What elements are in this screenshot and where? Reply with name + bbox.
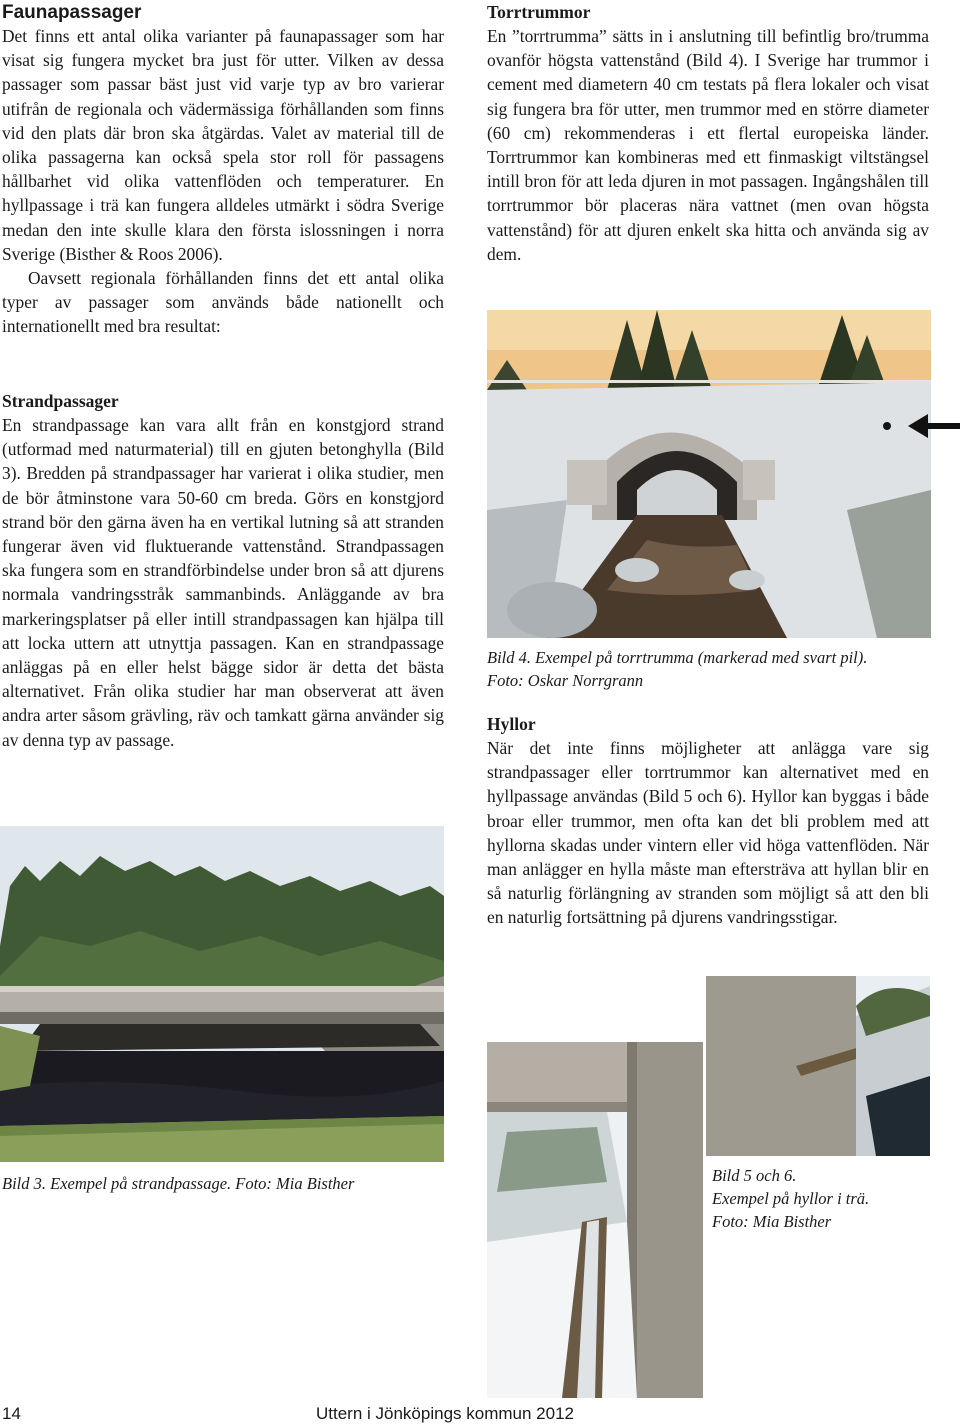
section-faunapassager: [2, 2, 444, 339]
caption-bild-3: Bild 3. Exempel på strandpassage. Foto: Mia Bisther: [2, 1174, 355, 1193]
page-number: 14: [2, 1404, 21, 1423]
publication-title: Uttern i Jönköpings kommun 2012: [316, 1404, 574, 1423]
heading-torrtrummor: Torrtrummor: [487, 2, 591, 22]
caption-bild-4: [487, 646, 867, 692]
paragraph-faunapassager-2: Oavsett regionala förhållanden finns det ett antal olika typer av passager som används både nationellt och internationellt med bra resultat:: [2, 268, 444, 337]
caption-bild-4-line-2: Foto: Oskar Norrgrann: [487, 671, 644, 690]
heading-hyllor: Hyllor: [487, 714, 536, 734]
caption-bild-5-6-line-1: Bild 5 och 6.: [712, 1166, 797, 1185]
section-torrtrummor: [487, 0, 929, 266]
section-strandpassager: [2, 389, 444, 752]
caption-bild-5-6: [712, 1164, 869, 1233]
paragraph-torrtrummor: En ”torrtrumma” sätts in i anslutning till befintlig bro/trumma ovanför högsta vattenstånd (Bild 4). I Sverige har trummor i cement med diametern 40 cm testats på flera lokaler och visat sig fungera bra för utter, men trummor med en större diameter (60 cm) rekommenderas i ett flertal europeiska länder. Torrtrummor kan kombineras med ett finmaskigt viltstängsel intill bron för att leda djuren in mot passagen. Ingångshålen till torrtrummor bör placeras nära vattnet (men ovan högsta vattenstånd) för att djuren enkelt ska hitta och använda sig av dem.: [487, 26, 929, 264]
photo-bild-6-hylla: [706, 976, 930, 1156]
heading-strandpassager: Strandpassager: [2, 391, 119, 411]
caption-bild-5-6-line-3: Foto: Mia Bisther: [712, 1212, 832, 1231]
photo-bild-3-strandpassage: [0, 826, 444, 1162]
paragraph-strandpassager: En strandpassage kan vara allt från en konstgjord strand (utformad med naturmaterial) till en gjuten betonghylla (Bild 3). Bredden på strandpassager har varierat i olika studier, men de bör åtminstone vara 50-60 cm breda. Görs en konstgjord strand bör den gärna även ha en vertikal lutning så att stranden fungerar även vid fluktuerande vattenstånd. Strandpassagen ska fungera som en strandförbindelse under bron så att djurens normala vandringsstråk sammanbinds. Anläggande av bra markeringsplatser på eller intill strandpassagen kan hjälpa till att locka uttern att utnyttja passagen. Kan en strandpassage anläggas på en eller helst bägge sidor är detta det bästa alternativet. Från olika studier har man observerat att även andra arter såsom grävling, räv och tamkatt gärna använder sig av denna typ av passage.: [2, 415, 444, 750]
photo-bild-4-torrtrumma: [487, 310, 931, 638]
photo-bild-5-hylla: [487, 1042, 703, 1398]
heading-faunapassager: Faunapassager: [2, 2, 142, 23]
paragraph-faunapassager-1: Det finns ett antal olika varianter på faunapassager som har visat sig fungera mycket bra just för utter. Vilken av dessa passager som passar bäst just vid varje typ av bro varierar utifrån de regionala och vädermässiga förhållanden som finns vid den plats där bron ska åtgärdas. Valet av material till de olika passagerna kan också spela stor roll för passagens hållbarhet vid olika vattenflöden och temperaturer. En hyllpassage i trä kan fungera alldeles utmärkt i södra Sverige medan den inte skulle klara den första islossningen i norra Sverige (Bisther & Roos 2006).: [2, 26, 444, 264]
caption-bild-4-line-1: Bild 4. Exempel på torrtrumma (markerad med svart pil).: [487, 648, 868, 667]
arrow-marker-icon: [908, 412, 960, 440]
paragraph-hyllor: När det inte finns möjligheter att anlägga vare sig strandpassager eller torrtrummor kan alternativet med en hyllpassage användas (Bild 5 och 6). Hyllor kan byggas i både broar eller trummor, men ofta kan det bli problem med att hyllorna skadas under vintern eller vid höga vattenflöden. När man anlägger en hylla måste man eftersträva att hyllan blir en så naturlig förlängning av stranden som möjligt så att den bli en naturlig fortsättning på djurens vandringsstigar.: [487, 738, 929, 928]
caption-bild-5-6-line-2: Exempel på hyllor i trä.: [712, 1189, 870, 1208]
section-hyllor: [487, 712, 929, 930]
